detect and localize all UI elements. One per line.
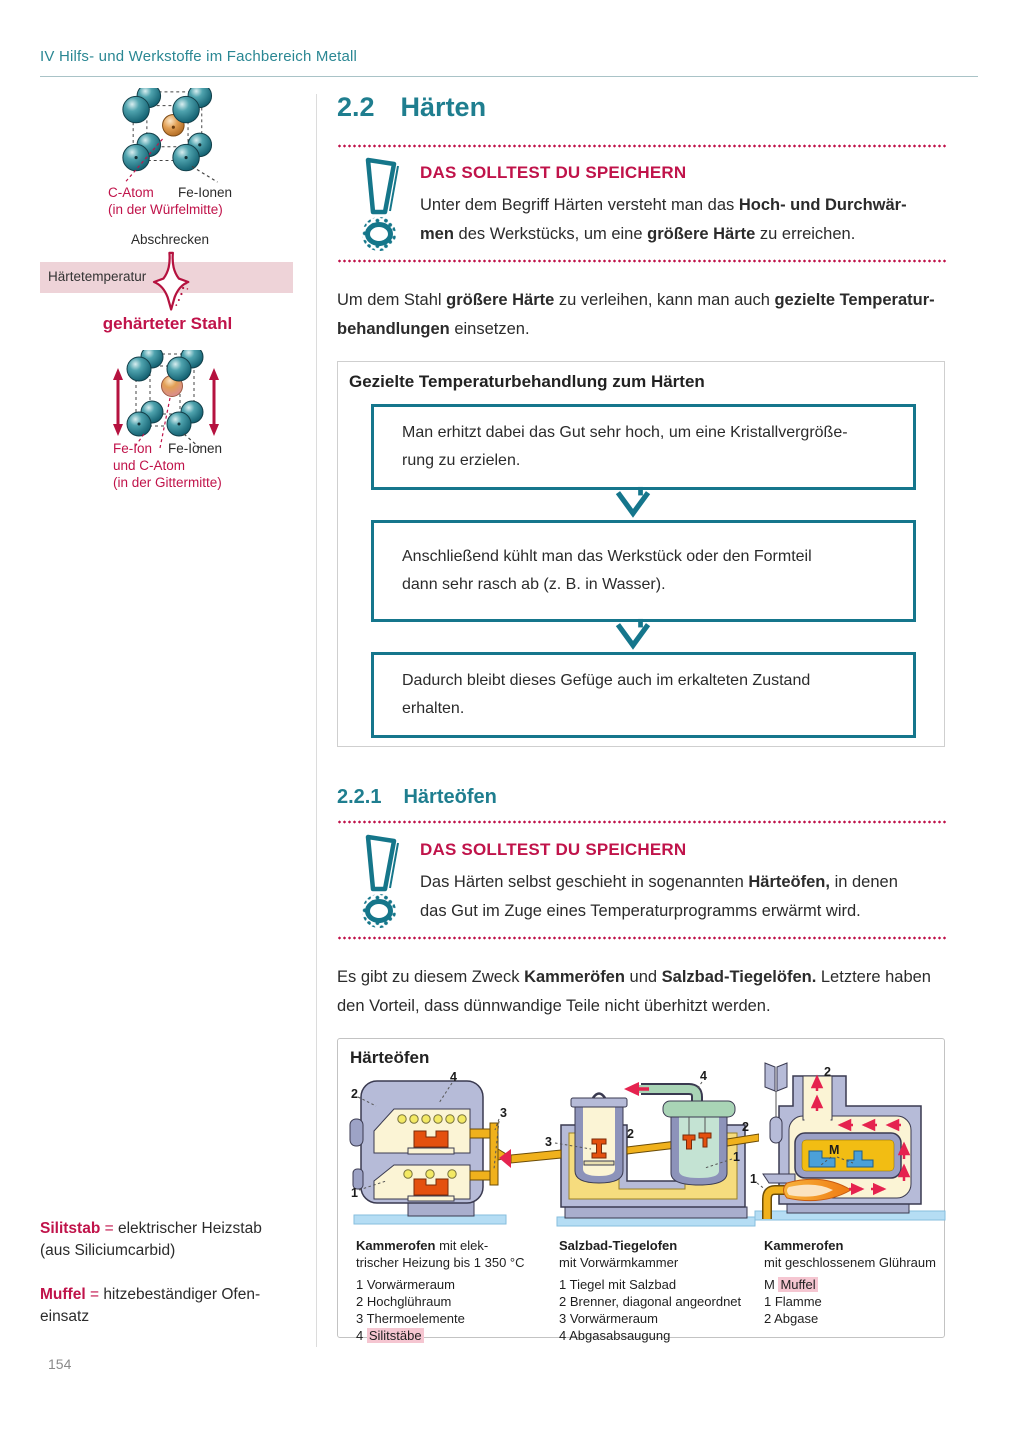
label-fe-ionen-2: Fe-Ionen xyxy=(168,441,223,456)
figure-box xyxy=(337,1038,945,1343)
caption-column xyxy=(356,1237,541,1344)
martensite-lattice-diagram xyxy=(102,350,282,450)
dotted-separator xyxy=(337,144,947,148)
flow-step-1: Man erhitzt dabei das Gut sehr hoch, um eine Kristallvergröße- rung zu erzielen. xyxy=(371,404,916,490)
diagram-label: 1 xyxy=(750,1172,757,1186)
paragraph-ovens: Es gibt zu diesem Zweck Kammeröfen und Salzbad-Tiegelöfen. Letztere haben den Vorteil, dass dünnwandige Teile nicht überhitzt werden. xyxy=(337,968,931,1015)
caption-item: 3 Vorwärmeraum xyxy=(559,1311,658,1326)
diagram-label: 4 xyxy=(450,1070,457,1084)
label-und-c-atom: und C-Atom xyxy=(113,458,186,473)
diagram-label: 2 xyxy=(742,1120,749,1134)
flow-box xyxy=(337,361,945,747)
memo-title: DAS SOLLTEST DU SPEICHERN xyxy=(420,163,687,182)
quench-arrow-icon xyxy=(148,244,196,320)
caption-item: M Muffel xyxy=(764,1277,816,1292)
temp-band-label: Härtetemperatur xyxy=(48,269,147,284)
section-number: 2.2 xyxy=(337,92,375,122)
paragraph-intro: Um dem Stahl größere Härte zu verleihen, kann man auch gezielte Temperatur- behandlungen einsetzen. xyxy=(337,291,935,338)
caption-item: 1 Flamme xyxy=(764,1294,822,1309)
diagram-label: 1 xyxy=(351,1186,358,1200)
caption-title: Salzbad-Tiegelofen mit Vorwärmkammer xyxy=(559,1238,679,1270)
caption-column xyxy=(559,1237,759,1344)
down-arrow-icon xyxy=(610,486,656,518)
caption-item: 1 Vorwärmeraum xyxy=(356,1277,455,1292)
section-title: Härten xyxy=(400,92,487,122)
memo-body: Unter dem Begriff Härten versteht man das Hoch- und Durchwär- men des Werkstücks, um eine größere Härte zu erreichen. xyxy=(420,196,907,243)
caption-title: Kammerofen mit geschlossenem Glühraum xyxy=(764,1238,936,1270)
caption-column xyxy=(764,1237,942,1327)
austenite-lattice-diagram xyxy=(100,88,280,186)
label-c-atom-sub: (in der Würfelmitte) xyxy=(108,202,223,217)
diagram-label: 2 xyxy=(351,1087,358,1101)
quench-label: Abschrecken xyxy=(130,232,210,247)
dotted-separator xyxy=(337,936,947,940)
flow-step-3: Dadurch bleibt dieses Gefüge auch im erkalteten Zustand erhalten. xyxy=(371,652,916,738)
caption-item: 2 Abgase xyxy=(764,1311,819,1326)
exclamation-icon xyxy=(352,157,418,252)
section-title: Härteöfen xyxy=(403,786,497,808)
section-number: 2.2.1 xyxy=(337,786,382,808)
figure-title: Härteöfen xyxy=(350,1048,430,1067)
oven-diagram-electric xyxy=(346,1069,511,1231)
hardened-steel-label: gehärteter Stahl xyxy=(102,314,233,333)
diagram-label: 4 xyxy=(700,1069,707,1083)
diagram-label: 1 xyxy=(733,1150,740,1164)
margin-note-muffel: Muffel = hitzebeständiger Ofen- einsatz xyxy=(40,1286,261,1325)
diagram-label: 2 xyxy=(824,1065,831,1079)
header-rule xyxy=(40,76,978,77)
caption-title: Kammerofen mit elek- trischer Heizung bis 1 350 °C xyxy=(356,1238,525,1270)
section-heading-2-2 xyxy=(337,92,486,123)
label-fe-ionen: Fe-Ionen xyxy=(178,185,233,200)
memo-body: Das Härten selbst geschieht in sogenannten Härteöfen, in denen das Gut im Zuge eines Temperaturprogramms erwärmt wird. xyxy=(420,873,898,920)
label-fe-ion: Fe-Ion xyxy=(113,441,153,456)
oven-diagram-muffle xyxy=(749,1059,949,1229)
page-header: IV Hilfs- und Werkstoffe im Fachbereich Metall xyxy=(40,48,358,65)
diagram-label: 3 xyxy=(500,1106,507,1120)
flow-title: Gezielte Temperaturbehandlung zum Härten xyxy=(349,372,705,391)
caption-item: 3 Thermoelemente xyxy=(356,1311,465,1326)
caption-item: 4 Silitstäbe xyxy=(356,1328,422,1343)
exclamation-icon xyxy=(352,834,418,929)
caption-item: 2 Hochglühraum xyxy=(356,1294,452,1309)
diagram-label: M xyxy=(829,1143,840,1157)
caption-item: 1 Tiegel mit Salzbad xyxy=(559,1277,677,1292)
column-divider xyxy=(316,94,317,1347)
label-c-atom: C-Atom xyxy=(108,185,154,200)
diagram-label: 2 xyxy=(627,1127,634,1141)
dotted-separator xyxy=(337,820,947,824)
caption-item: 4 Abgasabsaugung xyxy=(559,1328,671,1343)
memo-title: DAS SOLLTEST DU SPEICHERN xyxy=(420,840,687,859)
flow-step-2: Anschließend kühlt man das Werkstück oder den Formteil dann sehr rasch ab (z. B. in Wasser). xyxy=(371,520,916,622)
down-arrow-icon xyxy=(610,618,656,650)
oven-diagram-saltbath xyxy=(499,1067,759,1232)
section-heading-2-2-1 xyxy=(337,786,497,809)
diagram-label: 3 xyxy=(545,1135,552,1149)
dotted-separator xyxy=(337,259,947,263)
margin-note-silitstab: Silitstab = elektrischer Heizstab (aus Siliciumcarbid) xyxy=(40,1220,262,1259)
label-gittermitte: (in der Gittermitte) xyxy=(113,475,222,490)
caption-item: 2 Brenner, diagonal angeordnet xyxy=(559,1294,742,1309)
page-number: 154 xyxy=(48,1356,72,1372)
